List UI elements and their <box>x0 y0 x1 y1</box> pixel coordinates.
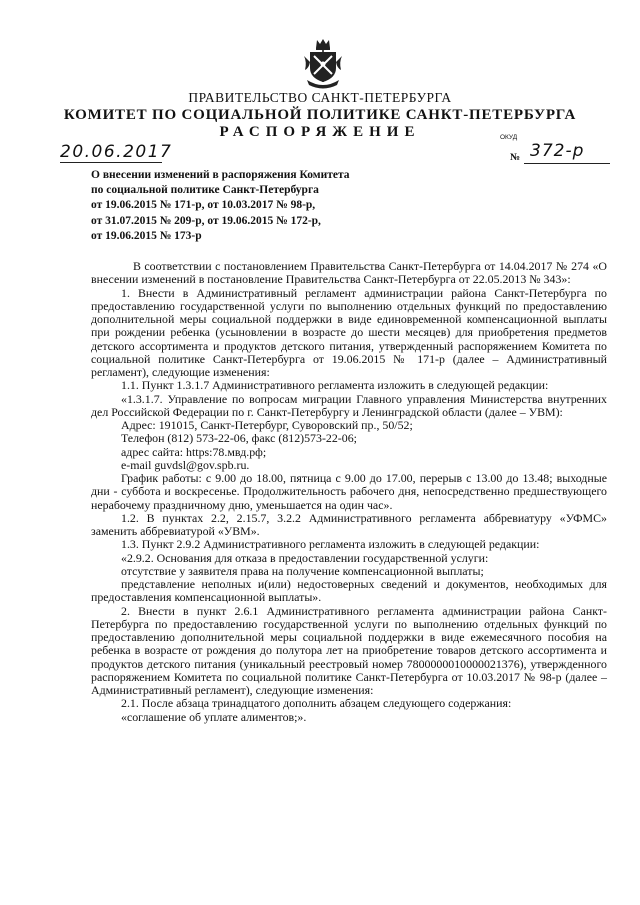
body-paragraph: e-mail guvdsl@gov.spb.ru. <box>121 457 250 472</box>
subject-line: по социальной политике Санкт-Петербурга <box>91 184 319 197</box>
date-underline <box>60 162 162 163</box>
number-label: № <box>510 152 521 163</box>
document-date: 20.06.2017 <box>60 142 173 162</box>
government-title: ПРАВИТЕЛЬСТВО САНКТ-ПЕТЕРБУРГА <box>188 90 452 105</box>
body-paragraph: 2.1. После абзаца тринадцатого дополнить абзацем следующего содержания: <box>121 696 512 711</box>
saint-petersburg-coat-of-arms-icon <box>301 38 345 90</box>
body-paragraph: График работы: с 9.00 до 18.00, пятница с 9.00 до 17.00, перерыв с 13.00 до 13.48; выходные дни - суббота и воскресенье. Продолжительность рабочего дня, непосредственно предшествующего нерабочему праздничному дню, уменьшается на один час». <box>91 471 607 512</box>
body-paragraph: 1.3. Пункт 2.9.2 Административного регламента изложить в следующей редакции: <box>121 537 540 552</box>
document-type: РАСПОРЯЖЕНИЕ <box>219 124 421 140</box>
body-paragraph: Адрес: 191015, Санкт-Петербург, Суворовский пр., 50/52; <box>121 418 413 432</box>
body-paragraph: адрес сайта: https:78.мвд.рф; <box>121 444 267 459</box>
subject-line: О внесении изменений в распоряжения Комитета <box>91 169 350 181</box>
subject-line: от 19.06.2015 № 171-р, от 10.03.2017 № 98-р, <box>91 199 316 212</box>
subject-line: от 19.06.2015 № 173-р <box>91 229 202 242</box>
body-paragraph: «2.9.2. Основания для отказа в предоставлении государственной услуги: <box>121 550 489 565</box>
okud-label: ОКУД <box>500 134 518 141</box>
body-paragraph: 2. Внести в пункт 2.6.1 Административного регламента администрации района Санкт-Петербурга по предоставлению государственной услуги по выполнению отдельных функций по предоставлению дополнительной меры социальной поддержки в виде ежемесячного пособия на ребенка в возрасте от рождения до полутора лет на приобретение товаров детского ассортимента и продуктов детского питания (уникальный реестровый номер 7800000010000021376), утвержденного распоряжением Комитета по социальной политике Санкт-Петербурга от 10.03.2017 № 98-р (далее – Административный регламент), следующие изменения: <box>91 603 607 697</box>
body-paragraph: представление неполных и(или) недостоверных сведений и документов, необходимых для предоставления компенсационной выплаты». <box>91 577 607 605</box>
subject-line: от 31.07.2015 № 209-р, от 19.06.2015 № 172-р, <box>91 214 321 227</box>
document-number: 372-р <box>530 141 585 161</box>
body-paragraph: 1.2. В пунктах 2.2, 2.15.7, 3.2.2 Административного регламента аббревиатуру «УФМС» заменить аббревиатурой «УВМ». <box>91 510 607 538</box>
body-paragraph: Телефон (812) 573-22-06, факс (812)573-22-06; <box>121 431 357 446</box>
body-paragraph: «1.3.1.7. Управление по вопросам миграции Главного управления Министерства внутренних дел Российской Федерации по г. Санкт-Петербургу и Ленинградской области (далее – УВМ): <box>91 391 607 419</box>
number-underline <box>524 163 610 164</box>
body-paragraph: «соглашение об уплате алиментов;». <box>121 709 307 724</box>
document-body <box>91 260 607 724</box>
preamble-paragraph: В соответствии с постановлением Правительства Санкт-Петербурга от 14.04.2017 № 274 «О внесении изменений в постановление Правительства Санкт-Петербурга от 22.05.2013 № 343»: <box>91 259 607 287</box>
body-paragraph: 1.1. Пункт 1.3.1.7 Административного регламента изложить в следующей редакции: <box>121 378 549 393</box>
body-paragraph: отсутствие у заявителя права на получение компенсационной выплаты; <box>121 563 484 578</box>
document-subject <box>91 168 421 244</box>
body-paragraph: 1. Внести в Административный регламент администрации района Санкт-Петербурга по предоставлению государственной услуги по выполнению отдельных функций по предоставлению дополнительной меры социальной поддержки в виде единовременной компенсационной выплаты при рождении ребенка (усыновлении в возрасте до шести месяцев) для приобретения предметов детского ассортимента и продуктов детского питания, утвержденный распоряжением Комитета по социальной политике Санкт-Петербурга от 19.06.2015 № 171-р (далее – Административный регламент), следующие изменения: <box>91 285 607 379</box>
committee-title: КОМИТЕТ ПО СОЦИАЛЬНОЙ ПОЛИТИКЕ САНКТ-ПЕТЕРБУРГА <box>63 107 577 123</box>
